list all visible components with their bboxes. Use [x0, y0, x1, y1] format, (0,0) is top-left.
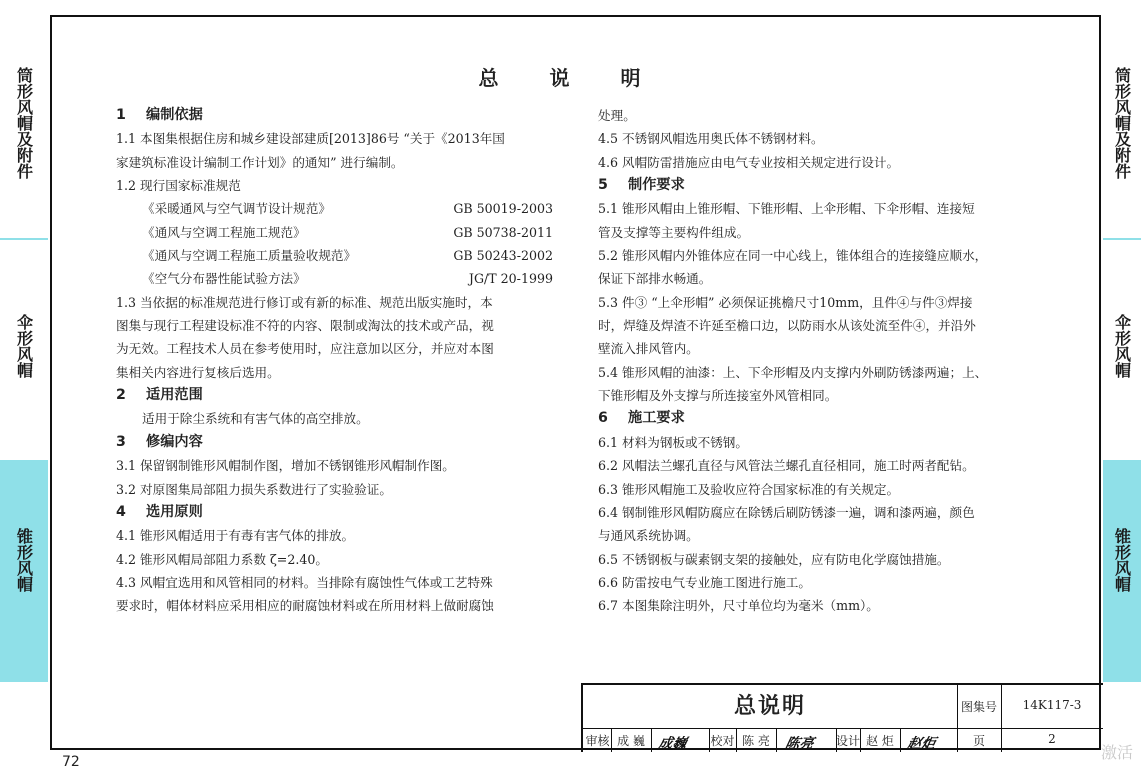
page-number: 72: [62, 754, 80, 770]
section-heading: 1 编制依据: [116, 107, 203, 123]
text-line: 3.1 保留钢制锥形风帽制作图，增加不锈钢锥形风帽制作图。: [116, 458, 455, 474]
reviewer-signature: 成巍: [656, 736, 689, 752]
side-tab-right-cylinder-hood[interactable]: 筒形风帽及附件: [1103, 15, 1141, 291]
side-tab-left-cylinder-hood[interactable]: 筒形风帽及附件: [0, 15, 48, 291]
atlas-number: 14K117-3: [1022, 698, 1082, 712]
standard-row: 《采暖通风与空气调节设计规范》 GB 50019-2003: [142, 201, 553, 217]
text-line: 6.6 防雷按电气专业施工图进行施工。: [598, 574, 811, 590]
text-line: 6.3 锥形风帽施工及验收应符合国家标准的有关规定。: [598, 481, 900, 497]
side-tab-left-umbrella-hood[interactable]: 伞形风帽: [0, 240, 48, 534]
text-line: 为无效。工程技术人员在参考使用时，应注意加以区分，并应对本图: [116, 341, 494, 357]
review-label: 审核: [585, 734, 610, 748]
side-tab-right-umbrella-hood[interactable]: 伞形风帽: [1103, 240, 1141, 534]
divider: [776, 728, 777, 752]
text-line: 3.2 对原图集局部阻力损失系数进行了实验验证。: [116, 481, 392, 497]
check-label: 校对: [710, 734, 735, 748]
text-line: 4.1 锥形风帽适用于有毒有害气体的排放。: [116, 528, 355, 544]
text-line: 壁流入排风管内。: [598, 341, 699, 357]
section-heading: 2 适用范围: [116, 387, 203, 404]
side-tab-right-cone-hood[interactable]: 锥形风帽: [1103, 460, 1141, 682]
text-line: 适用于除尘系统和有害气体的高空排放。: [142, 411, 369, 427]
section-heading: 6 施工要求: [598, 410, 685, 427]
page-label: 页: [972, 734, 985, 748]
text-line: 6.7 本图集除注明外，尺寸单位均为毫米（mm）。: [598, 598, 879, 614]
reviewer-name: 成 巍: [617, 734, 645, 748]
title-block: [581, 683, 1103, 752]
text-line: 4.5 不锈钢风帽选用奥氏体不锈钢材料。: [598, 131, 824, 147]
left-column: [116, 104, 553, 618]
section-heading: 5 制作要求: [598, 177, 685, 194]
divider: [900, 728, 901, 752]
standard-row: 《空气分布器性能试验方法》 JG/T 20-1999: [142, 271, 553, 287]
text-line: 4.2 锥形风帽局部阻力系数 ζ=2.40。: [116, 551, 328, 567]
text-line: 与通风系统协调。: [598, 528, 699, 544]
text-line: 4.3 风帽宜选用和风管相同的材料。当排除有腐蚀性气体或工艺特殊: [116, 574, 493, 590]
page-title: 总 说 明: [478, 66, 663, 90]
text-line: 5.4 锥形风帽的油漆：上、下伞形帽及内支撑内外刷防锈漆两遍；上、: [598, 364, 988, 380]
side-tab-left-cone-hood[interactable]: 锥形风帽: [0, 460, 48, 682]
title-block-title: 总说明: [733, 694, 806, 719]
atlas-number-label: 图集号: [960, 700, 997, 714]
text-line: 1.1 本图集根据住房和城乡建设部建质[2013]86号 “关于《2013年国: [116, 131, 505, 147]
section-heading: 4 选用原则: [116, 503, 203, 520]
text-line: 5.2 锥形风帽内外锥体应在同一中心线上，锥体组合的连接缝应顺水，: [598, 248, 988, 264]
text-line: 保证下部排水畅通。: [598, 271, 712, 287]
text-line: 时，焊缝及焊渣不许延至檐口边，以防雨水从该处流至件④，并沿外: [598, 318, 976, 334]
text-line: 4.6 风帽防雷措施应由电气专业按相关规定进行设计。: [598, 154, 900, 170]
section-heading: 3 修编内容: [116, 433, 203, 450]
standard-row: 《通风与空调工程施工规范》 GB 50738-2011: [142, 224, 553, 240]
text-line: 家建筑标准设计编制工作计划》的通知” 进行编制。: [116, 154, 404, 170]
text-line: 6.5 不锈钢板与碳素钢支架的接触处，应有防电化学腐蚀措施。: [598, 551, 950, 567]
text-line: 1.3 当依据的标准规范进行修订或有新的标准、规范出版实施时，本: [116, 294, 493, 310]
text-line: 5.1 锥形风帽由上锥形帽、下锥形帽、上伞形帽、下伞形帽、连接短: [598, 201, 975, 217]
text-line: 下锥形帽及外支撑与所连接室外风管相同。: [598, 388, 838, 404]
text-line: 6.4 钢制锥形风帽防腐应在除锈后刷防锈漆一遍，调和漆两遍，颜色: [598, 504, 975, 520]
text-line: 要求时，帽体材料应采用相应的耐腐蚀材料或在所用材料上做耐腐蚀: [116, 598, 494, 614]
watermark: 激活: [1101, 743, 1134, 762]
text-line: 1.2 现行国家标准规范: [116, 178, 241, 194]
text-line: 管及支撑等主要构件组成。: [598, 224, 750, 240]
text-line: 处理。: [598, 108, 636, 123]
design-label: 设计: [836, 734, 861, 748]
text-line: 6.2 风帽法兰螺孔直径与风管法兰螺孔直径相同，施工时两者配钻。: [598, 458, 975, 474]
sheet-page-number: 2: [1048, 732, 1056, 746]
text-line: 6.1 材料为钢板或不锈钢。: [598, 434, 748, 450]
designer-name: 赵 炬: [866, 734, 894, 748]
divider: [651, 728, 652, 752]
standard-row: 《通风与空调工程施工质量验收规范》 GB 50243-2002: [142, 248, 553, 264]
text-line: 集相关内容进行复核后选用。: [116, 364, 280, 380]
designer-signature: 赵炬: [905, 736, 938, 752]
checker-name: 陈 亮: [742, 734, 770, 748]
right-column: [598, 104, 1040, 618]
text-line: 图集与现行工程建设标准不符的内容、限制或淘汰的技术或产品，视: [116, 318, 494, 334]
text-line: 5.3 件③ “上伞形帽” 必须保证挑檐尺寸10mm，且件④与件③焊接: [598, 294, 973, 310]
checker-signature: 陈亮: [783, 736, 816, 752]
